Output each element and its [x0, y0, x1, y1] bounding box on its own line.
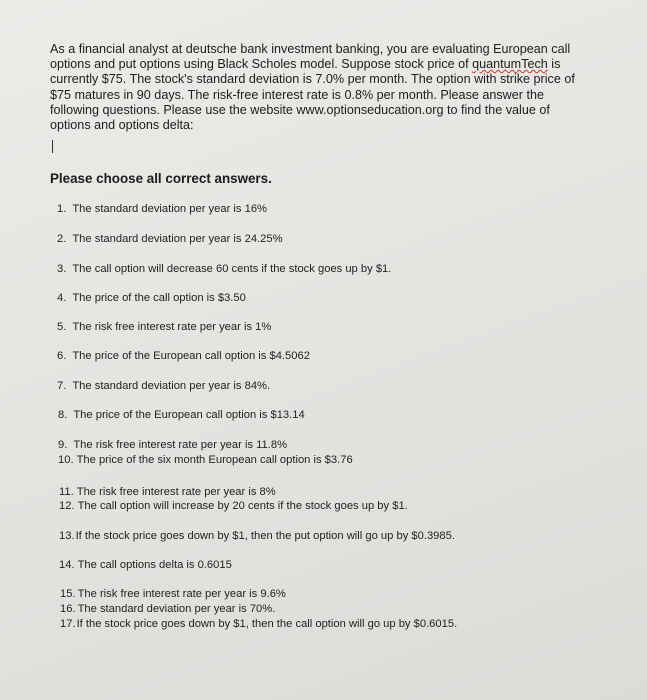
answer-option-15[interactable] [60, 588, 286, 600]
option-text: The call option will increase by 20 cents if the stock goes up by $1. [77, 500, 408, 512]
option-text: The risk free interest rate per year is 1% [72, 321, 272, 333]
option-text: The call option will decrease 60 cents if the stock goes up by $1. [72, 263, 392, 275]
option-text: The standard deviation per year is 24.25% [72, 233, 283, 245]
answer-option-17[interactable] [60, 618, 457, 630]
option-text: The price of the European call option is $13.14 [73, 409, 305, 421]
option-text: The price of the six month European call option is $3.76 [76, 454, 353, 466]
option-number: 16. [60, 603, 76, 615]
prompt-line: options and options delta: [50, 118, 194, 133]
option-text: The risk free interest rate per year is 11.8% [73, 439, 288, 451]
option-number: 7. [57, 380, 67, 392]
instruction-heading: Please choose all correct answers. [50, 171, 272, 186]
answer-option-1[interactable] [57, 203, 267, 215]
option-number: 9. [58, 439, 68, 451]
answer-option-3[interactable] [57, 263, 391, 275]
option-number: 12. [59, 500, 75, 512]
text-cursor [52, 140, 53, 153]
option-number: 10. [58, 454, 74, 466]
option-text: If the stock price goes down by $1, then the call option will go up by $0.6015. [76, 618, 458, 630]
option-number: 8. [58, 409, 68, 421]
option-number: 15. [60, 588, 76, 600]
prompt-line: As a financial analyst at deutsche bank investment banking, you are evaluating European call [50, 42, 571, 56]
answer-option-5[interactable] [57, 321, 271, 333]
prompt-line [50, 57, 606, 72]
answer-option-7[interactable] [57, 380, 270, 392]
company-name: quantumTech [472, 57, 548, 72]
prompt-line-text: options and put options using Black Scholes model. Suppose stock price of [50, 57, 473, 72]
prompt-line: following questions. Please use the website www.optionseducation.org to find the value of [50, 102, 550, 117]
prompt-line: $75 matures in 90 days. The risk-free interest rate is 0.8% per month. Please answer the [50, 87, 544, 102]
option-text: The risk free interest rate per year is 9.6% [77, 588, 286, 600]
option-number: 5. [57, 321, 67, 333]
answer-option-10[interactable] [58, 454, 353, 466]
answer-option-11[interactable] [59, 486, 276, 498]
answer-option-4[interactable] [57, 292, 246, 304]
answer-option-14[interactable] [59, 559, 232, 571]
option-number: 4. [57, 292, 67, 304]
answer-option-12[interactable] [59, 500, 408, 512]
answer-option-8[interactable] [58, 409, 305, 421]
option-number: 2. [57, 233, 67, 245]
option-number: 6. [57, 350, 67, 362]
option-text: The standard deviation per year is 70%. [77, 603, 276, 615]
option-number: 3. [57, 263, 67, 275]
option-number: 1. [57, 203, 67, 215]
option-text: The price of the call option is $3.50 [72, 292, 246, 304]
option-number: 17. [60, 618, 76, 630]
answer-option-6[interactable] [57, 350, 310, 362]
option-text: The risk free interest rate per year is 8% [76, 486, 276, 498]
answer-option-2[interactable] [57, 233, 283, 245]
option-text: If the stock price goes down by $1, then the put option will go up by $0.3985. [75, 530, 455, 542]
answer-option-16[interactable] [60, 603, 275, 615]
question-prompt [50, 42, 606, 133]
prompt-line-suffix: is [547, 57, 561, 72]
option-number: 14. [59, 559, 75, 571]
option-number: 11. [59, 486, 74, 498]
prompt-line: currently $75. The stock's standard deviation is 7.0% per month. The option with strike price of [50, 72, 575, 87]
option-text: The standard deviation per year is 16% [72, 203, 267, 215]
answer-option-9[interactable] [58, 439, 287, 451]
option-text: The price of the European call option is $4.5062 [72, 350, 310, 362]
option-number: 13. [59, 530, 75, 542]
answer-option-13[interactable] [59, 530, 455, 542]
option-text: The call options delta is 0.6015 [77, 559, 232, 571]
option-text: The standard deviation per year is 84%. [72, 380, 271, 392]
